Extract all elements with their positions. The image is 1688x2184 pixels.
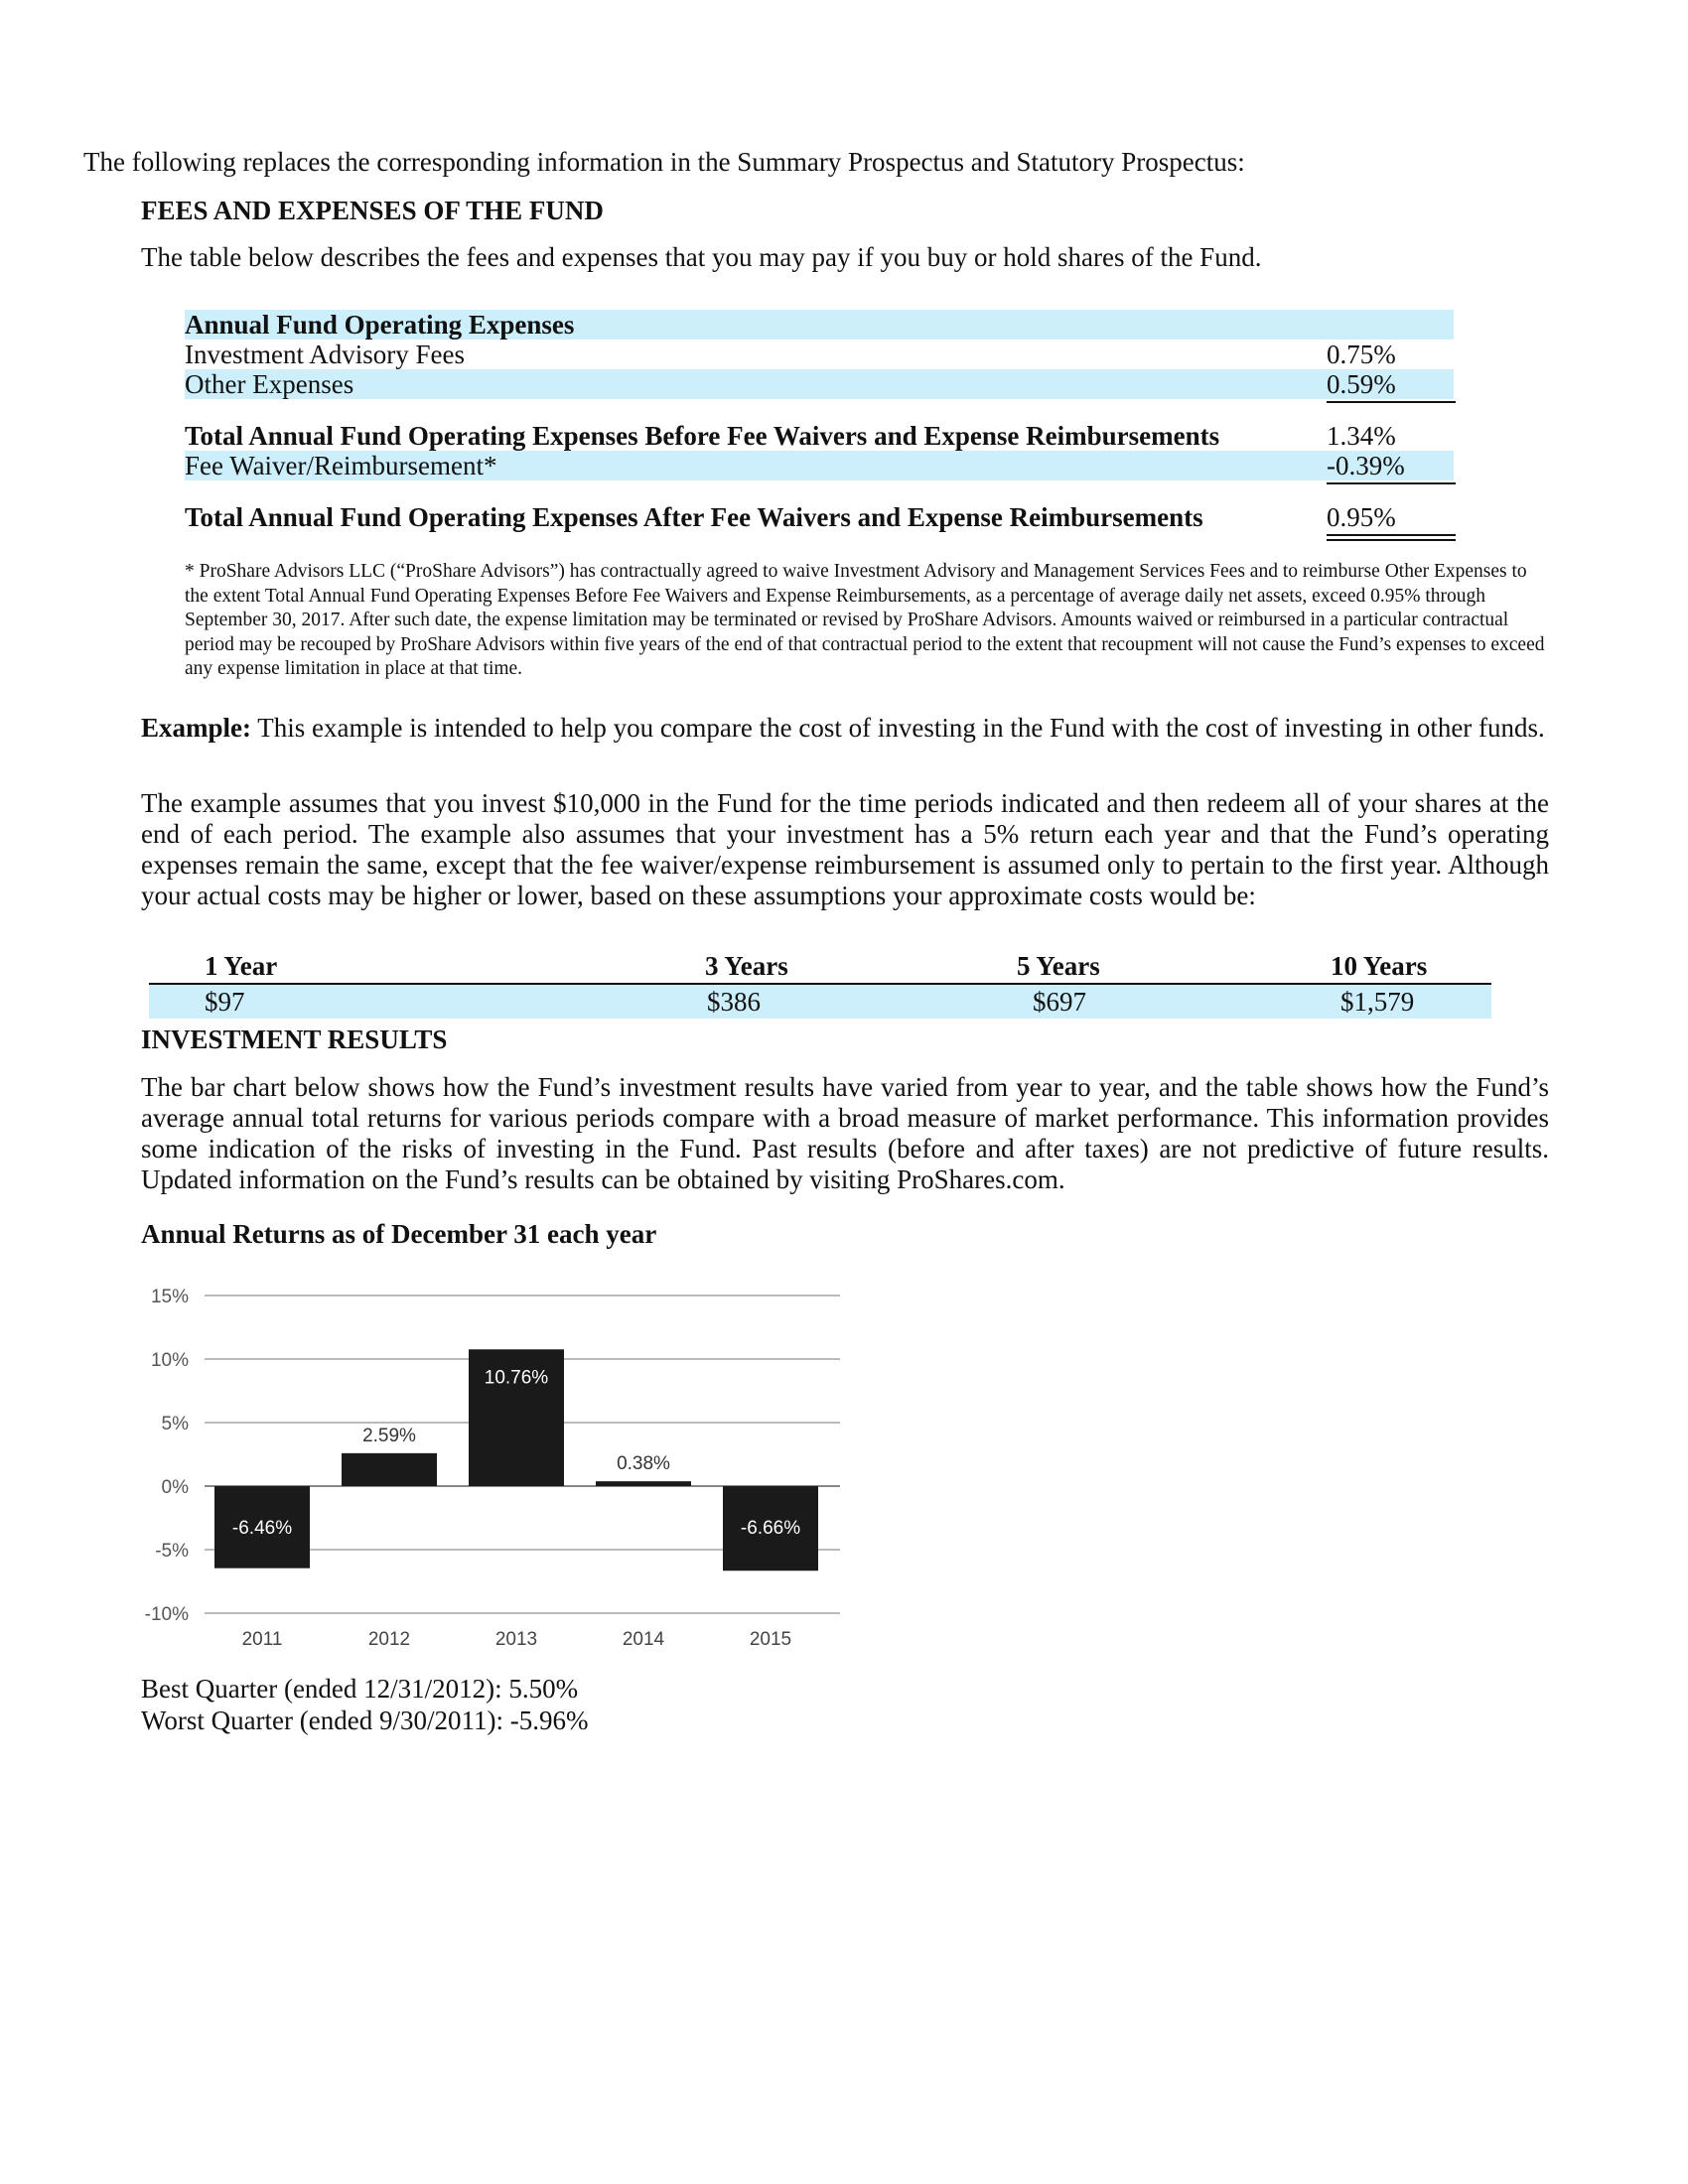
subtotal-rule [1327, 401, 1456, 403]
expense-row [185, 340, 1454, 369]
x-tick-label: 2015 [749, 1629, 792, 1650]
data-label: 10.76% [484, 1367, 549, 1389]
results-text: The bar chart below shows how the Fund’s investment results have varied from year to year, and the table shows how the Fund’s average annual total returns for various periods compare with a broad measure of market performance. This information provides some indication of the risks of investing in the Fund. Past results (before and after taxes) are not predictive of future results. Updated information on the Fund’s results can be obtained by visiting ProShares.com. [141, 1072, 1549, 1194]
data-label: -6.46% [231, 1518, 293, 1539]
expense-value: 0.95% [1327, 502, 1396, 532]
y-tick-label: -5% [155, 1541, 189, 1562]
cost-value: $97 [205, 987, 245, 1017]
chart-bars [214, 1349, 818, 1570]
period-label: 3 Years [705, 951, 788, 981]
expense-label: Total Annual Fund Operating Expenses After Fee Waivers and Expense Reimbursements [185, 502, 1203, 532]
data-label: -6.66% [740, 1518, 801, 1539]
total-double-rule [1327, 534, 1456, 541]
chart-title: Annual Returns as of December 31 each year [141, 1219, 657, 1249]
expense-label: Other Expenses [185, 369, 354, 399]
x-axis-ticks [242, 1629, 792, 1650]
y-tick-label: 0% [161, 1477, 189, 1498]
example-paragraph [141, 713, 1549, 744]
example-text: This example is intended to help you compare the cost of investing in the Fund with the cost of investing in other funds. [251, 713, 1545, 743]
expense-label: Fee Waiver/Reimbursement* [185, 451, 497, 480]
expense-value: 0.75% [1327, 340, 1396, 369]
expense-value: 1.34% [1327, 421, 1396, 451]
y-tick-label: 5% [161, 1414, 189, 1434]
cost-table-values [149, 985, 1491, 1019]
worst-quarter: Worst Quarter (ended 9/30/2011): -5.96% [141, 1706, 589, 1735]
expense-label: Investment Advisory Fees [185, 340, 465, 369]
data-label: 2.59% [362, 1425, 416, 1446]
y-tick-label: -10% [144, 1604, 189, 1625]
period-label: 5 Years [1017, 951, 1100, 981]
period-label: 10 Years [1331, 951, 1428, 981]
expense-value: 0.59% [1327, 369, 1396, 399]
expense-table-title: Annual Fund Operating Expenses [185, 310, 575, 340]
bar-2014 [596, 1481, 691, 1486]
x-tick-label: 2014 [622, 1629, 665, 1650]
y-axis-ticks [145, 1287, 189, 1625]
data-label: 0.38% [617, 1453, 670, 1475]
expense-footnote: * ProShare Advisors LLC (“ProShare Advisors”) has contractually agreed to waive Investment Advisory and Management Services Fees and to reimburse Other Expenses to the extent Total Annual Fund Operating Expenses Before Fee Waivers and Expense Reimbursements, as a percentage of average daily net assets, exceed 0.95% through September 30, 2017. After such date, the expense limitation may be terminated or revised by ProShare Advisors. Amounts waived or reimbursed in a particular contractual period may be recouped by ProShare Advisors within five years of the end of that contractual period to the extent that recoupment will not cause the Fund’s expenses to exceed any expense limitation in place at that time. [185, 561, 1545, 679]
example-label: Example: [141, 713, 251, 743]
expense-table-title-row [185, 310, 1454, 340]
subtotal-rule [1327, 482, 1456, 484]
x-tick-label: 2011 [241, 1629, 283, 1650]
expense-table [185, 310, 1454, 548]
expense-row [185, 502, 1454, 532]
x-tick-label: 2013 [494, 1629, 538, 1650]
x-tick-label: 2012 [367, 1629, 411, 1650]
results-heading: INVESTMENT RESULTS [141, 1024, 448, 1054]
cost-value: $697 [1033, 987, 1086, 1017]
fees-description: The table below describes the fees and expenses that you may pay if you buy or hold shares of the Fund. [141, 242, 1262, 272]
expense-row [185, 451, 1454, 480]
intro-text: The following replaces the corresponding information in the Summary Prospectus and Statutory Prospectus: [83, 147, 1245, 177]
expense-value: -0.39% [1327, 451, 1405, 480]
best-quarter: Best Quarter (ended 12/31/2012): 5.50% [141, 1674, 579, 1704]
bar-2012 [342, 1453, 437, 1486]
fees-heading: FEES AND EXPENSES OF THE FUND [141, 196, 604, 225]
annual-returns-chart [139, 1281, 854, 1658]
expense-row [185, 369, 1454, 399]
y-tick-label: 15% [150, 1287, 189, 1307]
cost-value: $386 [707, 987, 761, 1017]
expense-row [185, 421, 1454, 451]
example-assumptions: The example assumes that you invest $10,000 in the Fund for the time periods indicated and then redeem all of your shares at the end of each period. The example also assumes that your investment has a 5% return each year and that the Fund’s operating expenses remain the same, except that the fee waiver/expense reimbursement is assumed only to pertain to the first year. Although your actual costs may be higher or lower, based on these assumptions your approximate costs would be: [141, 788, 1549, 910]
cost-value: $1,579 [1340, 987, 1415, 1017]
y-tick-label: 10% [150, 1350, 189, 1371]
expense-label: Total Annual Fund Operating Expenses Before Fee Waivers and Expense Reimbursements [185, 421, 1220, 451]
period-label: 1 Year [205, 951, 278, 981]
cost-table-header [149, 949, 1491, 983]
